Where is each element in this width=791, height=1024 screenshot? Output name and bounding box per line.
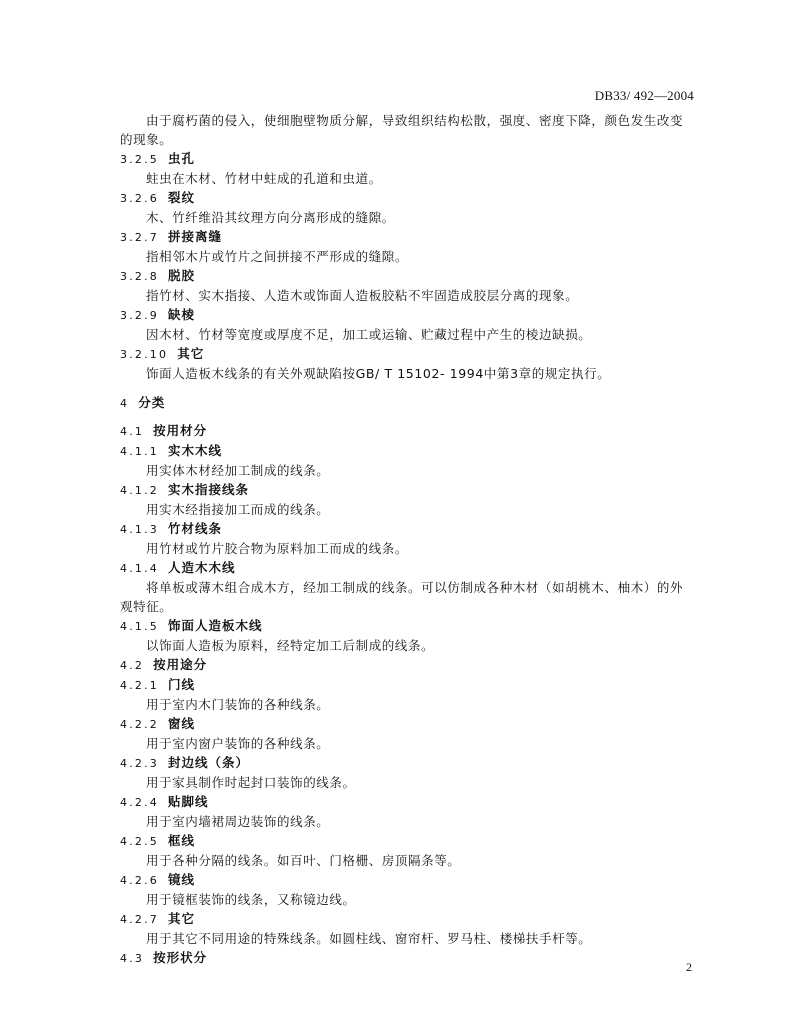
clause-title: 脱胶 — [168, 268, 196, 283]
clause-number: 3.2.8 — [120, 270, 159, 283]
clause-description: 用实体木材经加工制成的线条。 — [146, 463, 330, 478]
clause-number: 4.2.2 — [120, 718, 159, 731]
clause-3-2-6 — [120, 188, 695, 227]
clause-number: 4.1.2 — [120, 484, 159, 497]
clause-number: 4.2.7 — [120, 913, 159, 926]
clause-number: 4.2.6 — [120, 874, 159, 887]
clause-4-1-1 — [120, 441, 695, 480]
clause-3-2-7 — [120, 227, 695, 266]
subsection-title: 按用途分 — [153, 657, 208, 672]
clause-description: 用于室内木门装饰的各种线条。 — [146, 697, 330, 712]
clause-description: 以饰面人造板为原料，经特定加工后制成的线条。 — [146, 638, 435, 653]
clause-title: 竹材线条 — [168, 521, 223, 536]
clause-title: 贴脚线 — [168, 794, 209, 809]
clause-title: 其它 — [168, 911, 196, 926]
clause-description: 用于各种分隔的线条。如百叶、门格栅、房顶隔条等。 — [146, 853, 461, 868]
clause-title: 封边线（条） — [168, 755, 250, 770]
clause-3-2-10 — [120, 344, 695, 383]
clause-title: 门线 — [168, 677, 196, 692]
page-number: 2 — [686, 960, 692, 974]
clause-title: 裂纹 — [168, 190, 196, 205]
clause-number: 3.2.6 — [120, 192, 159, 205]
clause-4-1-2 — [120, 480, 695, 519]
clause-number: 4.2.3 — [120, 757, 159, 770]
clause-number: 4.2.1 — [120, 679, 159, 692]
document-body — [120, 111, 695, 968]
clause-title: 镜线 — [168, 872, 196, 887]
clause-description: 用于室内墙裙周边装饰的线条。 — [146, 814, 330, 829]
clause-description: 饰面人造板木线条的有关外观缺陷按GB/ T 15102- 1994中第3章的规定执行。 — [146, 366, 611, 381]
clause-3-2-8 — [120, 266, 695, 305]
section-number: 4 — [120, 397, 130, 410]
subsection-title: 按用材分 — [153, 423, 208, 438]
clause-number: 4.1.1 — [120, 445, 159, 458]
clause-description: 将单板或薄木组合成木方，经加工制成的线条。可以仿制成各种木材（如胡桃木、柚木）的外观特征。 — [120, 580, 684, 614]
subsection-4-2-heading — [120, 655, 695, 675]
clause-4-2-5 — [120, 831, 695, 870]
clause-number: 3.2.9 — [120, 309, 159, 322]
clause-description: 蛀虫在木材、竹材中蛀成的孔道和虫道。 — [146, 171, 382, 186]
clause-description: 用于家具制作时起封口装饰的线条。 — [146, 775, 356, 790]
clause-title: 实木指接线条 — [168, 482, 250, 497]
clause-4-2-4 — [120, 792, 695, 831]
subsection-number: 4.3 — [120, 952, 145, 965]
clause-number: 3.2.10 — [120, 348, 169, 361]
clause-4-2-7 — [120, 909, 695, 948]
clause-title: 实木木线 — [168, 443, 223, 458]
clause-title: 其它 — [177, 346, 205, 361]
clause-description: 指相邻木片或竹片之间拼接不严形成的缝隙。 — [146, 249, 409, 264]
clause-title: 拼接离缝 — [168, 229, 223, 244]
clause-number: 4.1.5 — [120, 620, 159, 633]
subsection-4-1-heading — [120, 421, 695, 441]
clause-number: 4.2.4 — [120, 796, 159, 809]
clause-4-2-1 — [120, 675, 695, 714]
clause-description: 用实木经指接加工而成的线条。 — [146, 502, 330, 517]
clause-4-2-6 — [120, 870, 695, 909]
clause-number: 4.1.3 — [120, 523, 159, 536]
intro-paragraph: 由于腐朽菌的侵入，使细胞壁物质分解，导致组织结构松散，强度、密度下降，颜色发生改变的现象。 — [120, 113, 684, 147]
clause-4-2-3 — [120, 753, 695, 792]
clause-number: 4.1.4 — [120, 562, 159, 575]
clause-title: 窗线 — [168, 716, 196, 731]
clause-description: 指竹材、实木指接、人造木或饰面人造板胶粘不牢固造成胶层分离的现象。 — [146, 288, 579, 303]
clause-title: 虫孔 — [168, 151, 196, 166]
subsection-number: 4.2 — [120, 659, 145, 672]
clause-description: 用于其它不同用途的特殊线条。如圆柱线、窗帘杆、罗马柱、楼梯扶手杆等。 — [146, 931, 592, 946]
clause-description: 木、竹纤维沿其纹理方向分离形成的缝隙。 — [146, 210, 395, 225]
clause-title: 人造木木线 — [168, 560, 236, 575]
clause-3-2-9 — [120, 305, 695, 344]
section-title: 分类 — [138, 395, 166, 410]
clause-number: 4.2.5 — [120, 835, 159, 848]
subsection-title: 按形状分 — [153, 950, 208, 965]
clause-description: 因木材、竹材等宽度或厚度不足，加工或运输、贮藏过程中产生的棱边缺损。 — [146, 327, 592, 342]
clause-3-2-5 — [120, 149, 695, 188]
clause-number: 3.2.7 — [120, 231, 159, 244]
clause-description: 用竹材或竹片胶合物为原料加工而成的线条。 — [146, 541, 409, 556]
subsection-number: 4.1 — [120, 425, 145, 438]
clause-title: 饰面人造板木线 — [168, 618, 263, 633]
clause-4-1-5 — [120, 616, 695, 655]
subsection-4-3-heading — [120, 948, 695, 968]
section-4-heading — [120, 393, 695, 413]
clause-4-1-3 — [120, 519, 695, 558]
clause-title: 框线 — [168, 833, 196, 848]
clause-description: 用于镜框装饰的线条，又称镜边线。 — [146, 892, 356, 907]
clause-number: 3.2.5 — [120, 153, 159, 166]
document-id: DB33/ 492—2004 — [594, 88, 694, 103]
clause-description: 用于室内窗户装饰的各种线条。 — [146, 736, 330, 751]
clause-title: 缺棱 — [168, 307, 196, 322]
clause-4-2-2 — [120, 714, 695, 753]
clause-4-1-4 — [120, 558, 695, 616]
